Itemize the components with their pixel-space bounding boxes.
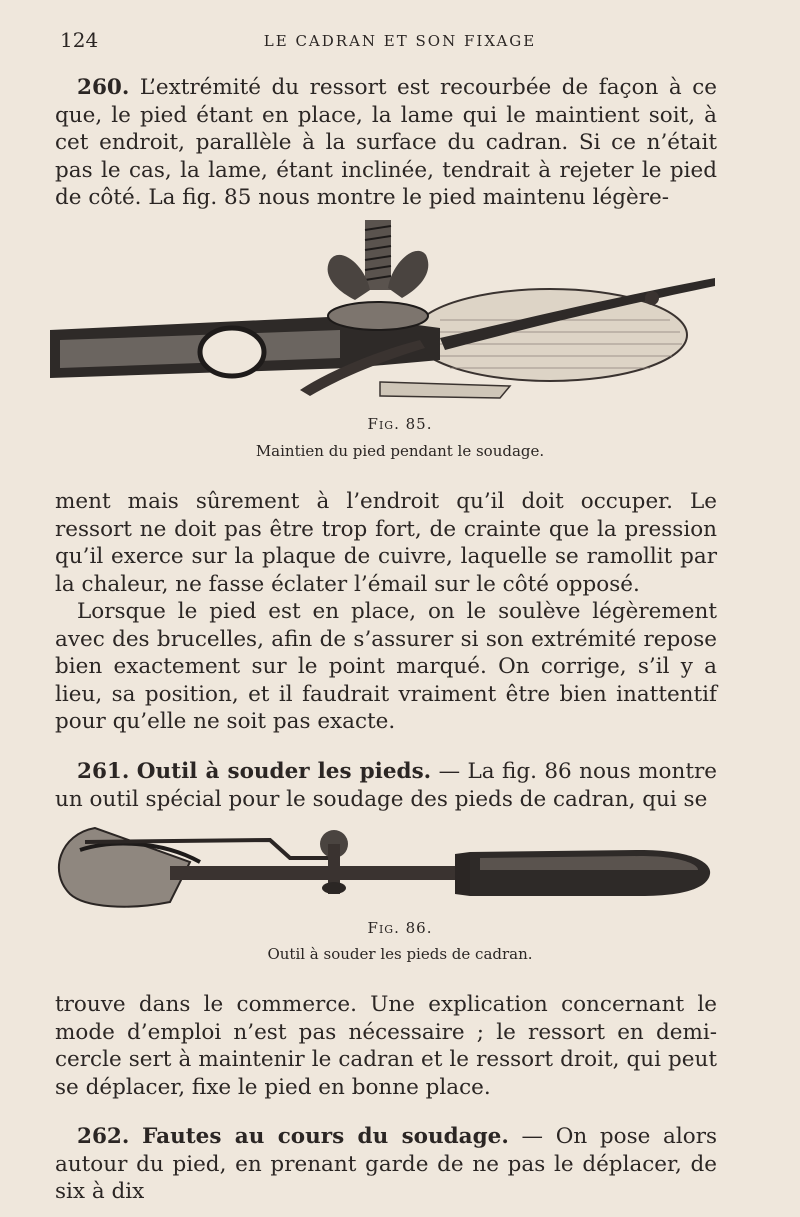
paragraph-continuation-1: ment mais sûrement à l’endroit qu’il doit occuper. Le ressort ne doit pas être trop fort, de crainte que la pression qu’il exerce sur la plaque de cuivre, laquelle se ramollit par la chaleur, ne fasse éclater l’émail sur le côté opposé. — [55, 489, 717, 597]
figure-86-label: Fig. 86. — [367, 919, 433, 937]
section-heading-261: Outil à souder les pieds. — [136, 759, 432, 784]
soldering-clamp-illustration-icon — [0, 220, 800, 410]
paragraph-262 — [55, 1123, 717, 1206]
section-number-262: 262. — [77, 1124, 130, 1149]
soldering-tool-illustration-icon — [0, 822, 800, 914]
running-title: LE CADRAN ET SON FIXAGE — [263, 32, 537, 50]
paragraph-261 — [55, 758, 717, 813]
paragraph-262-text: — On pose alors autour du pied, en prenant garde de ne pas le déplacer, de six à dix — [55, 1124, 717, 1204]
paragraph-261-text: — La fig. 86 nous montre un outil spécial pour le soudage des pieds de cadran, qui se — [55, 759, 717, 812]
page-header — [60, 28, 740, 58]
figure-86 — [0, 822, 800, 914]
section-heading-262: Fautes au cours du soudage. — [142, 1124, 509, 1149]
figure-85-label: Fig. 85. — [367, 415, 433, 433]
section-number-261: 261. — [77, 759, 130, 784]
figure-85-caption: Maintien du pied pendant le soudage. — [255, 442, 545, 460]
paragraph-lorsque: Lorsque le pied est en place, on le soulève légèrement avec des brucelles, afin de s’assurer si son extrémité repose bien exactement sur le point marqué. On corrige, s’il y a lieu, sa position, et il faudrait vraiment être bien inattentif pour qu’elle ne soit pas exacte. — [55, 599, 717, 734]
paragraph-260-text: L’extrémité du ressort est recourbée de façon à ce que, le pied étant en place, la lame qui le maintient soit, à cet endroit, parallèle à la surface du cadran. Si ce n’était pas le cas, la lame, étant inclinée, tendrait à rejeter le pied de côté. La fig. 85 nous montre le pied maintenu légère- — [55, 75, 717, 210]
page-number: 124 — [60, 28, 99, 52]
paragraph-continuation-2: trouve dans le commerce. Une explication concernant le mode d’emploi n’est pas nécessaire ; le ressort en demi-cercle sert à maintenir le cadran et le ressort droit, qui peut se déplacer, fixe le pied en bonne place. — [55, 992, 717, 1100]
figure-85 — [0, 220, 800, 410]
figure-86-caption: Outil à souder les pieds de cadran. — [267, 945, 533, 963]
paragraph-260 — [55, 74, 717, 212]
section-number-260: 260. — [77, 75, 130, 100]
